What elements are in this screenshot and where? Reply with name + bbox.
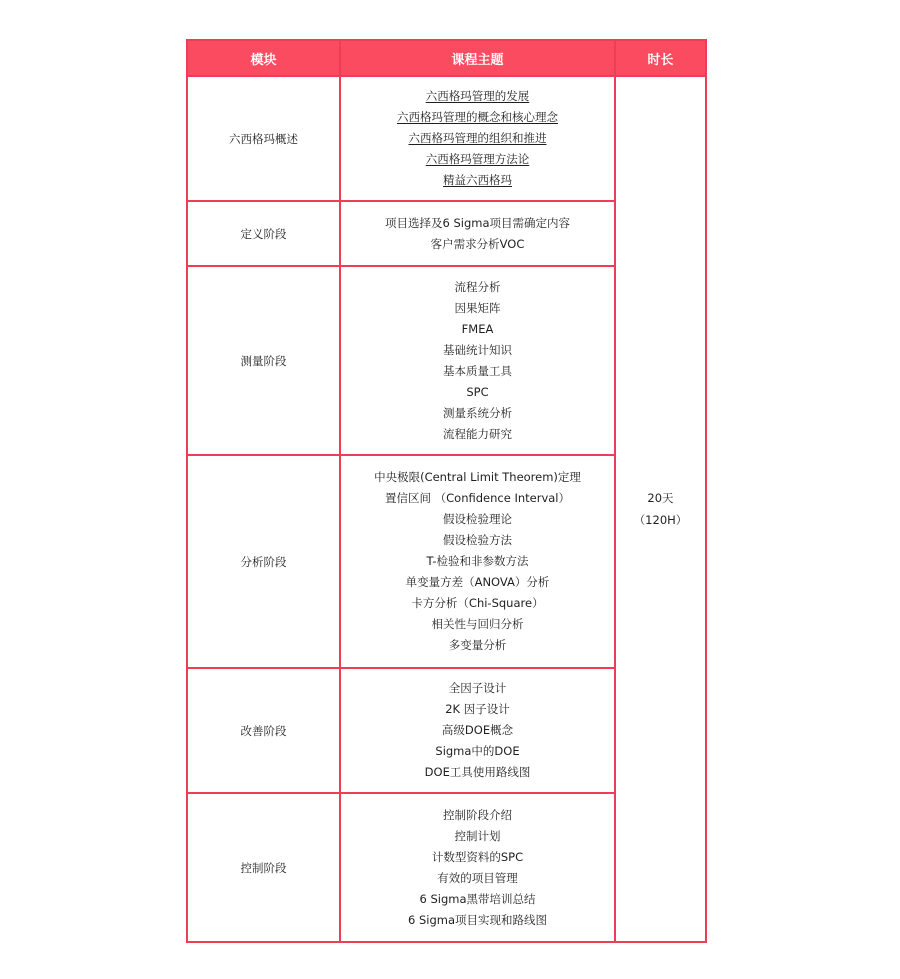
topic-item: 相关性与回归分析 xyxy=(431,617,524,631)
topic-item: 控制计划 xyxy=(454,828,501,843)
topic-item: 六西格玛管理的概念和核心理念 xyxy=(397,110,558,124)
topic-item: 有效的项目管理 xyxy=(437,870,518,885)
topic-item: 中央极限(Central Limit Theorem)定理 xyxy=(374,470,581,484)
topic-item: DOE工具使用路线图 xyxy=(424,765,531,779)
module-cell: 控制阶段 xyxy=(187,793,340,942)
header-duration: 时长 xyxy=(615,40,706,76)
topic-item: FMEA xyxy=(461,321,494,336)
duration-days: 20天 xyxy=(647,491,674,505)
topic-item: 多变量分析 xyxy=(448,638,507,652)
topic-item: 流程能力研究 xyxy=(443,426,512,441)
duration-cell xyxy=(615,76,706,942)
topic-item: 置信区间 （Confidence Interval） xyxy=(384,491,570,505)
topic-item: T-检验和非参数方法 xyxy=(426,554,529,568)
topic-item: 计数型资料的SPC xyxy=(431,849,524,864)
topic-item: 控制阶段介绍 xyxy=(443,807,512,822)
module-cell: 定义阶段 xyxy=(187,201,340,266)
topic-item: 高级DOE概念 xyxy=(441,723,514,737)
module-cell: 六西格玛概述 xyxy=(187,76,340,201)
header-row xyxy=(187,40,706,76)
topic-item: 流程分析 xyxy=(454,279,501,294)
topic-cell xyxy=(340,455,615,668)
topic-item: SPC xyxy=(466,384,489,399)
topic-cell xyxy=(340,668,615,793)
topic-item: 基本质量工具 xyxy=(443,363,512,378)
topic-item: 六西格玛管理的组织和推进 xyxy=(408,131,547,145)
topic-item: 2K 因子设计 xyxy=(445,702,510,716)
topic-item: 六西格玛管理的发展 xyxy=(425,89,530,103)
topic-cell xyxy=(340,266,615,455)
topic-item: 因果矩阵 xyxy=(454,300,501,315)
header-topic: 课程主题 xyxy=(340,40,615,76)
topic-item: 假设检验理论 xyxy=(443,512,512,526)
topic-item: 卡方分析（Chi-Square） xyxy=(411,596,544,610)
topic-item: 项目选择及6 Sigma项目需确定内容 xyxy=(384,215,570,230)
topic-item: 客户需求分析VOC xyxy=(430,236,525,251)
topic-item: 六西格玛管理方法论 xyxy=(425,152,530,166)
table-row xyxy=(187,76,706,201)
topic-item: 单变量方差（ANOVA）分析 xyxy=(405,575,550,589)
module-cell: 分析阶段 xyxy=(187,455,340,668)
header-module: 模块 xyxy=(187,40,340,76)
topic-item: 6 Sigma黑带培训总结 xyxy=(419,891,536,906)
topic-item: 假设检验方法 xyxy=(443,533,512,547)
duration-hours: （120H） xyxy=(633,513,688,527)
topic-cell xyxy=(340,793,615,942)
topic-item: 精益六西格玛 xyxy=(443,173,512,187)
topic-cell xyxy=(340,76,615,201)
topic-cell xyxy=(340,201,615,266)
module-cell: 测量阶段 xyxy=(187,266,340,455)
course-table xyxy=(186,39,707,943)
module-cell: 改善阶段 xyxy=(187,668,340,793)
course-table-container xyxy=(186,39,705,943)
topic-item: 全因子设计 xyxy=(448,681,507,695)
topic-item: 6 Sigma项目实现和路线图 xyxy=(407,912,547,927)
topic-item: 测量系统分析 xyxy=(443,405,512,420)
topic-item: 基础统计知识 xyxy=(443,342,512,357)
topic-item: Sigma中的DOE xyxy=(435,744,520,758)
